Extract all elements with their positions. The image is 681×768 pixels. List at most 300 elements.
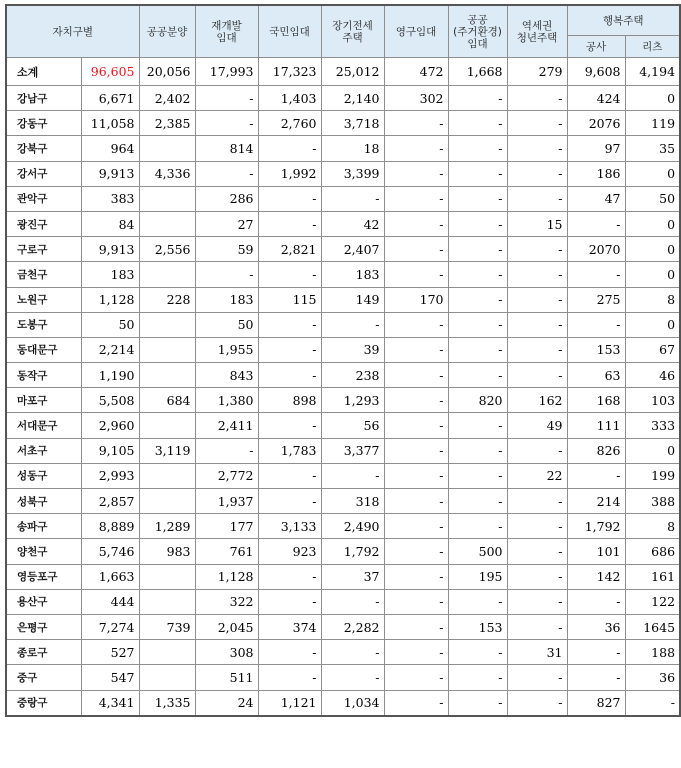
- redev-cell: 59: [195, 237, 258, 262]
- national-cell: -: [258, 589, 321, 614]
- mixed-cell: -: [448, 640, 507, 665]
- corp-cell: -: [567, 262, 625, 287]
- header-redevelopment-rental: 재개발 임대: [195, 5, 258, 58]
- corp-cell: 153: [567, 337, 625, 362]
- jeonse-cell: 238: [321, 363, 384, 388]
- permanent-cell: -: [384, 614, 448, 639]
- redev-cell: -: [195, 161, 258, 186]
- public_sale-cell: 228: [139, 287, 195, 312]
- reits-cell: 1645: [625, 614, 680, 639]
- corp-cell: -: [567, 211, 625, 236]
- district-name-cell: 노원구: [6, 287, 81, 312]
- district-name-cell: 동대문구: [6, 337, 81, 362]
- public_sale-cell: 3,119: [139, 438, 195, 463]
- mixed-cell: -: [448, 312, 507, 337]
- table-body: [6, 58, 680, 716]
- total-cell: 2,857: [81, 489, 139, 514]
- permanent-cell: -: [384, 337, 448, 362]
- header-national-rental: 국민임대: [258, 5, 321, 58]
- total-cell: 547: [81, 665, 139, 690]
- header-district: 자치구별: [6, 5, 139, 58]
- redev-cell: 308: [195, 640, 258, 665]
- district-name-cell: 관악구: [6, 186, 81, 211]
- reits-cell: 4,194: [625, 58, 680, 86]
- table-row: [6, 86, 680, 111]
- reits-cell: 388: [625, 489, 680, 514]
- jeonse-cell: 2,140: [321, 86, 384, 111]
- youth-cell: -: [507, 489, 567, 514]
- corp-cell: 275: [567, 287, 625, 312]
- reits-cell: 35: [625, 136, 680, 161]
- table-row: [6, 514, 680, 539]
- national-cell: 2,760: [258, 111, 321, 136]
- youth-cell: -: [507, 337, 567, 362]
- jeonse-cell: 1,034: [321, 690, 384, 716]
- redev-cell: -: [195, 86, 258, 111]
- corp-cell: -: [567, 463, 625, 488]
- total-cell: 1,663: [81, 564, 139, 589]
- permanent-cell: -: [384, 589, 448, 614]
- jeonse-cell: 3,377: [321, 438, 384, 463]
- corp-cell: 186: [567, 161, 625, 186]
- permanent-cell: -: [384, 640, 448, 665]
- reits-cell: 103: [625, 388, 680, 413]
- permanent-cell: -: [384, 211, 448, 236]
- jeonse-cell: 25,012: [321, 58, 384, 86]
- district-name-cell: 중구: [6, 665, 81, 690]
- mixed-cell: 195: [448, 564, 507, 589]
- national-cell: 2,821: [258, 237, 321, 262]
- reits-cell: 199: [625, 463, 680, 488]
- youth-cell: -: [507, 136, 567, 161]
- permanent-cell: -: [384, 388, 448, 413]
- permanent-cell: 472: [384, 58, 448, 86]
- reits-cell: 50: [625, 186, 680, 211]
- redev-cell: 17,993: [195, 58, 258, 86]
- youth-cell: 49: [507, 413, 567, 438]
- public_sale-cell: 1,335: [139, 690, 195, 716]
- corp-cell: 142: [567, 564, 625, 589]
- public_sale-cell: [139, 363, 195, 388]
- district-name-cell: 용산구: [6, 589, 81, 614]
- public_sale-cell: 2,402: [139, 86, 195, 111]
- mixed-cell: -: [448, 690, 507, 716]
- national-cell: -: [258, 665, 321, 690]
- reits-cell: 8: [625, 287, 680, 312]
- table-row: [6, 312, 680, 337]
- national-cell: -: [258, 337, 321, 362]
- table-row: [6, 438, 680, 463]
- jeonse-cell: 1,293: [321, 388, 384, 413]
- table-row: [6, 489, 680, 514]
- redev-cell: 761: [195, 539, 258, 564]
- total-cell: 2,960: [81, 413, 139, 438]
- district-name-cell: 중랑구: [6, 690, 81, 716]
- total-cell: 8,889: [81, 514, 139, 539]
- corp-cell: 97: [567, 136, 625, 161]
- total-cell: 84: [81, 211, 139, 236]
- corp-cell: 168: [567, 388, 625, 413]
- permanent-cell: -: [384, 237, 448, 262]
- youth-cell: -: [507, 438, 567, 463]
- district-name-cell: 은평구: [6, 614, 81, 639]
- mixed-cell: 1,668: [448, 58, 507, 86]
- national-cell: 17,323: [258, 58, 321, 86]
- reits-cell: 0: [625, 237, 680, 262]
- youth-cell: -: [507, 312, 567, 337]
- youth-cell: -: [507, 690, 567, 716]
- corp-cell: 424: [567, 86, 625, 111]
- reits-cell: -: [625, 690, 680, 716]
- public_sale-cell: 2,556: [139, 237, 195, 262]
- permanent-cell: -: [384, 363, 448, 388]
- mixed-cell: -: [448, 363, 507, 388]
- header-happy-housing: 행복주택: [567, 5, 680, 36]
- district-name-cell: 서대문구: [6, 413, 81, 438]
- corp-cell: 827: [567, 690, 625, 716]
- redev-cell: 1,380: [195, 388, 258, 413]
- redev-cell: 50: [195, 312, 258, 337]
- total-cell: 9,913: [81, 161, 139, 186]
- district-name-cell: 종로구: [6, 640, 81, 665]
- redev-cell: 1,955: [195, 337, 258, 362]
- youth-cell: -: [507, 665, 567, 690]
- public_sale-cell: 2,385: [139, 111, 195, 136]
- total-cell: 7,274: [81, 614, 139, 639]
- reits-cell: 0: [625, 438, 680, 463]
- jeonse-cell: 318: [321, 489, 384, 514]
- table-row: [6, 413, 680, 438]
- redev-cell: -: [195, 438, 258, 463]
- permanent-cell: 302: [384, 86, 448, 111]
- public_sale-cell: [139, 312, 195, 337]
- youth-cell: 15: [507, 211, 567, 236]
- public_sale-cell: [139, 262, 195, 287]
- table-row: [6, 640, 680, 665]
- district-name-cell: 양천구: [6, 539, 81, 564]
- youth-cell: 22: [507, 463, 567, 488]
- corp-cell: 47: [567, 186, 625, 211]
- reits-cell: 188: [625, 640, 680, 665]
- jeonse-cell: 2,490: [321, 514, 384, 539]
- mixed-cell: -: [448, 86, 507, 111]
- mixed-cell: 153: [448, 614, 507, 639]
- youth-cell: -: [507, 86, 567, 111]
- national-cell: 1,403: [258, 86, 321, 111]
- mixed-cell: -: [448, 262, 507, 287]
- reits-cell: 119: [625, 111, 680, 136]
- permanent-cell: -: [384, 539, 448, 564]
- jeonse-cell: 2,282: [321, 614, 384, 639]
- jeonse-cell: -: [321, 665, 384, 690]
- public_sale-cell: [139, 463, 195, 488]
- total-cell: 1,128: [81, 287, 139, 312]
- mixed-cell: -: [448, 136, 507, 161]
- youth-cell: -: [507, 363, 567, 388]
- mixed-cell: -: [448, 287, 507, 312]
- jeonse-cell: 39: [321, 337, 384, 362]
- national-cell: -: [258, 312, 321, 337]
- national-cell: 898: [258, 388, 321, 413]
- permanent-cell: -: [384, 514, 448, 539]
- permanent-cell: -: [384, 438, 448, 463]
- total-cell: 5,746: [81, 539, 139, 564]
- table-row: [6, 136, 680, 161]
- jeonse-cell: 3,399: [321, 161, 384, 186]
- jeonse-cell: 56: [321, 413, 384, 438]
- redev-cell: -: [195, 111, 258, 136]
- public_sale-cell: 4,336: [139, 161, 195, 186]
- total-cell: 50: [81, 312, 139, 337]
- district-name-cell: 소계: [6, 58, 81, 86]
- reits-cell: 46: [625, 363, 680, 388]
- mixed-cell: -: [448, 211, 507, 236]
- district-name-cell: 강북구: [6, 136, 81, 161]
- national-cell: 1,783: [258, 438, 321, 463]
- public_sale-cell: 739: [139, 614, 195, 639]
- table-row: [6, 337, 680, 362]
- district-name-cell: 금천구: [6, 262, 81, 287]
- public_sale-cell: [139, 136, 195, 161]
- youth-cell: -: [507, 564, 567, 589]
- corp-cell: 111: [567, 413, 625, 438]
- redev-cell: 286: [195, 186, 258, 211]
- reits-cell: 0: [625, 312, 680, 337]
- public_sale-cell: 1,289: [139, 514, 195, 539]
- table-header: [6, 5, 680, 58]
- public_sale-cell: [139, 211, 195, 236]
- jeonse-cell: -: [321, 186, 384, 211]
- jeonse-cell: -: [321, 640, 384, 665]
- corp-cell: -: [567, 312, 625, 337]
- public_sale-cell: 684: [139, 388, 195, 413]
- mixed-cell: -: [448, 111, 507, 136]
- district-name-cell: 강동구: [6, 111, 81, 136]
- district-name-cell: 광진구: [6, 211, 81, 236]
- mixed-cell: 500: [448, 539, 507, 564]
- redev-cell: 27: [195, 211, 258, 236]
- mixed-cell: -: [448, 665, 507, 690]
- public_sale-cell: [139, 564, 195, 589]
- national-cell: 3,133: [258, 514, 321, 539]
- redev-cell: 1,937: [195, 489, 258, 514]
- jeonse-cell: -: [321, 463, 384, 488]
- header-happy-reits: 리츠: [625, 36, 680, 58]
- national-cell: -: [258, 211, 321, 236]
- permanent-cell: -: [384, 413, 448, 438]
- permanent-cell: -: [384, 690, 448, 716]
- public_sale-cell: [139, 413, 195, 438]
- table-row: [6, 388, 680, 413]
- redev-cell: 177: [195, 514, 258, 539]
- total-cell: 527: [81, 640, 139, 665]
- corp-cell: 9,608: [567, 58, 625, 86]
- redev-cell: 2,772: [195, 463, 258, 488]
- jeonse-cell: 149: [321, 287, 384, 312]
- redev-cell: 1,128: [195, 564, 258, 589]
- total-cell: 1,190: [81, 363, 139, 388]
- total-cell: 2,214: [81, 337, 139, 362]
- jeonse-cell: 183: [321, 262, 384, 287]
- youth-cell: -: [507, 111, 567, 136]
- corp-cell: 63: [567, 363, 625, 388]
- total-cell: 383: [81, 186, 139, 211]
- table-row: [6, 186, 680, 211]
- mixed-cell: -: [448, 337, 507, 362]
- national-cell: -: [258, 363, 321, 388]
- district-name-cell: 영등포구: [6, 564, 81, 589]
- permanent-cell: -: [384, 489, 448, 514]
- district-name-cell: 마포구: [6, 388, 81, 413]
- youth-cell: 279: [507, 58, 567, 86]
- national-cell: 923: [258, 539, 321, 564]
- jeonse-cell: 1,792: [321, 539, 384, 564]
- youth-cell: -: [507, 186, 567, 211]
- header-happy-corp: 공사: [567, 36, 625, 58]
- permanent-cell: -: [384, 262, 448, 287]
- jeonse-cell: -: [321, 589, 384, 614]
- rental-housing-table: [5, 4, 681, 717]
- total-cell: 183: [81, 262, 139, 287]
- public_sale-cell: [139, 640, 195, 665]
- mixed-cell: 820: [448, 388, 507, 413]
- redev-cell: 183: [195, 287, 258, 312]
- national-cell: -: [258, 640, 321, 665]
- table-row: [6, 614, 680, 639]
- district-name-cell: 도봉구: [6, 312, 81, 337]
- total-cell: 5,508: [81, 388, 139, 413]
- corp-cell: 101: [567, 539, 625, 564]
- header-station-youth: 역세권 청년주택: [507, 5, 567, 58]
- permanent-cell: -: [384, 463, 448, 488]
- reits-cell: 0: [625, 262, 680, 287]
- reits-cell: 67: [625, 337, 680, 362]
- table-row: [6, 589, 680, 614]
- jeonse-cell: 2,407: [321, 237, 384, 262]
- permanent-cell: -: [384, 111, 448, 136]
- national-cell: -: [258, 136, 321, 161]
- reits-cell: 122: [625, 589, 680, 614]
- corp-cell: -: [567, 640, 625, 665]
- public_sale-cell: [139, 186, 195, 211]
- district-name-cell: 서초구: [6, 438, 81, 463]
- public_sale-cell: [139, 589, 195, 614]
- youth-cell: 162: [507, 388, 567, 413]
- district-name-cell: 구로구: [6, 237, 81, 262]
- corp-cell: 36: [567, 614, 625, 639]
- redev-cell: -: [195, 262, 258, 287]
- corp-cell: 2070: [567, 237, 625, 262]
- redev-cell: 2,411: [195, 413, 258, 438]
- public_sale-cell: [139, 337, 195, 362]
- corp-cell: -: [567, 589, 625, 614]
- public_sale-cell: [139, 665, 195, 690]
- total-cell: 9,105: [81, 438, 139, 463]
- redev-cell: 24: [195, 690, 258, 716]
- youth-cell: -: [507, 514, 567, 539]
- jeonse-cell: 18: [321, 136, 384, 161]
- reits-cell: 8: [625, 514, 680, 539]
- jeonse-cell: 3,718: [321, 111, 384, 136]
- mixed-cell: -: [448, 161, 507, 186]
- district-name-cell: 강서구: [6, 161, 81, 186]
- national-cell: 374: [258, 614, 321, 639]
- redev-cell: 2,045: [195, 614, 258, 639]
- permanent-cell: -: [384, 186, 448, 211]
- youth-cell: -: [507, 539, 567, 564]
- youth-cell: -: [507, 161, 567, 186]
- total-cell: 4,341: [81, 690, 139, 716]
- table-row: [6, 287, 680, 312]
- reits-cell: 161: [625, 564, 680, 589]
- table-row: [6, 363, 680, 388]
- header-long-term-jeonse: 장기전세 주택: [321, 5, 384, 58]
- total-cell: 6,671: [81, 86, 139, 111]
- corp-cell: 826: [567, 438, 625, 463]
- table-row: [6, 690, 680, 716]
- youth-cell: -: [507, 287, 567, 312]
- table-row: [6, 539, 680, 564]
- redev-cell: 814: [195, 136, 258, 161]
- national-cell: 115: [258, 287, 321, 312]
- national-cell: -: [258, 262, 321, 287]
- district-name-cell: 강남구: [6, 86, 81, 111]
- public_sale-cell: [139, 489, 195, 514]
- district-name-cell: 송파구: [6, 514, 81, 539]
- mixed-cell: -: [448, 413, 507, 438]
- district-name-cell: 성동구: [6, 463, 81, 488]
- youth-cell: -: [507, 589, 567, 614]
- reits-cell: 0: [625, 86, 680, 111]
- district-name-cell: 동작구: [6, 363, 81, 388]
- mixed-cell: -: [448, 514, 507, 539]
- table-row: [6, 161, 680, 186]
- table-row: [6, 111, 680, 136]
- national-cell: -: [258, 463, 321, 488]
- national-cell: -: [258, 413, 321, 438]
- total-cell: 2,993: [81, 463, 139, 488]
- reits-cell: 333: [625, 413, 680, 438]
- national-cell: -: [258, 564, 321, 589]
- table-row: [6, 665, 680, 690]
- public_sale-cell: 20,056: [139, 58, 195, 86]
- national-cell: 1,121: [258, 690, 321, 716]
- jeonse-cell: 37: [321, 564, 384, 589]
- total-cell: 9,913: [81, 237, 139, 262]
- housing-table-container: [5, 4, 681, 717]
- table-row: [6, 564, 680, 589]
- table-row: [6, 262, 680, 287]
- total-cell: 964: [81, 136, 139, 161]
- youth-cell: -: [507, 614, 567, 639]
- redev-cell: 843: [195, 363, 258, 388]
- corp-cell: 1,792: [567, 514, 625, 539]
- permanent-cell: -: [384, 312, 448, 337]
- permanent-cell: -: [384, 161, 448, 186]
- table-row: [6, 463, 680, 488]
- permanent-cell: -: [384, 564, 448, 589]
- header-permanent-rental: 영구임대: [384, 5, 448, 58]
- reits-cell: 0: [625, 211, 680, 236]
- corp-cell: -: [567, 665, 625, 690]
- permanent-cell: -: [384, 665, 448, 690]
- national-cell: -: [258, 489, 321, 514]
- reits-cell: 0: [625, 161, 680, 186]
- corp-cell: 214: [567, 489, 625, 514]
- jeonse-cell: -: [321, 312, 384, 337]
- mixed-cell: -: [448, 463, 507, 488]
- table-row: [6, 211, 680, 236]
